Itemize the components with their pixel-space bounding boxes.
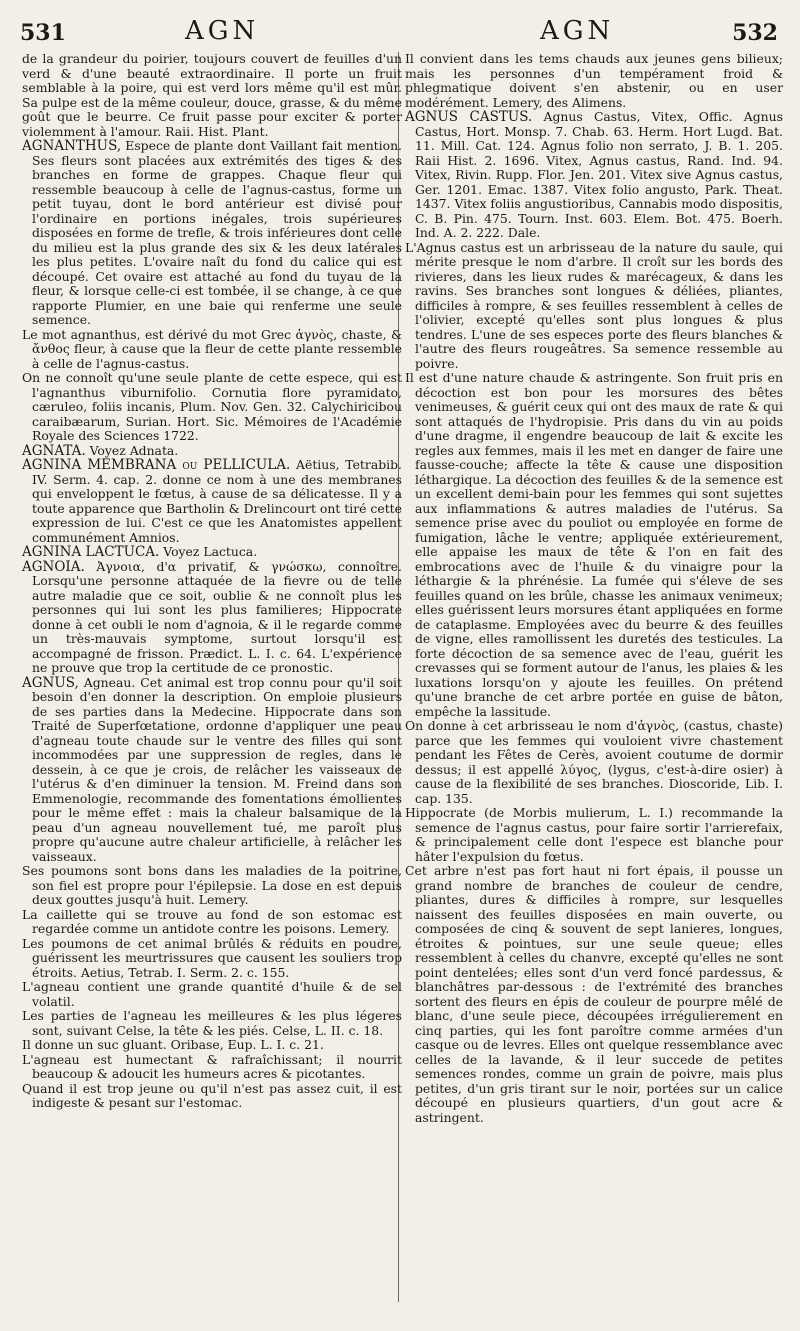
entry-text: Le mot agnanthus, est dérivé du mot Grec ἁγνὸς, chaste, & ἄνθος fleur, à cause que la fleur de cette plante ressemble à celle de l'agnus-castus. xyxy=(22,326,402,371)
dictionary-entry xyxy=(405,241,783,372)
continued-paragraph xyxy=(405,52,783,110)
entry-text: Hippocrate (de Morbis mulierum, L. I.) recommande la semence de l'agnus castus, pour faire sortir l'arrierefaix, & principalement celle dont l'espece est blanche pour hâter l'expulsion du fœtus. xyxy=(405,805,783,864)
continued-paragraph xyxy=(22,52,402,139)
dictionary-entry xyxy=(22,1009,402,1038)
entry-text: Il convient dans les tems chauds aux jeunes gens bilieux; mais les personnes d'un tempérament froid & phlegmatique doivent s'en abstenir, ou en user modérément. Lemery, des Alimens. xyxy=(405,51,783,110)
left-page-number: 531 xyxy=(20,20,66,46)
entry-headword: AGNUS, xyxy=(22,674,79,691)
entry-text: On donne à cet arbrisseau le nom d'ἁγνὸς, (castus, chaste) parce que les femmes qui vouloient vivre chastement pendant les Fêtes de Cerès, avoient coutume de dormir dessus; il est appellé λύγος, (lygus, c'est-à-dire osier) à cause de la flexibilité de ses branches. Dioscoride, Lib. I. cap. 135. xyxy=(405,718,783,806)
dictionary-entry xyxy=(22,328,402,372)
dictionary-entry xyxy=(22,139,402,328)
entry-text: L'agneau contient une grande quantité d'huile & de sel volatil. xyxy=(22,979,402,1009)
right-page-number: 532 xyxy=(732,20,778,46)
entry-text: L'Agnus castus est un arbrisseau de la nature du saule, qui mérite presque le nom d'arbre. Il croît sur les bords des rivieres, dans les lieux rudes & marécageux, & dans les ravins. Ses branches sont longues & déliées, pliantes, difficiles à rompre, & ses feuilles ressemblent à celles de l'olivier, excepté qu'elles sont plus longues & plus tendres. L'une de ses especes porte des fleurs blanches & l'autre des fleurs rougeâtres. Sa semence ressemble au poivre. xyxy=(405,239,783,371)
entry-headword: AGNINA LACTUCA. xyxy=(22,544,160,560)
dictionary-entry xyxy=(22,545,402,560)
entry-text: Agnus Castus, Vitex, Offic. Agnus Castus, Hort. Monsp. 7. Chab. 63. Herm. Hort Lugd. Bat. 11. Mill. Cat. 124. Agnus folio non serrato, J. B. 1. 205. Raii Hist. 2. 1696. Vitex, Agnus castus, Rand. Ind. 94. Vitex, Rivin. Rupp. Flor. Jen. 201. Vitex sive Agnus castus, Ger. 1201. Emac. 1387. Vitex folio angusto, Park. Theat. 1437. Vitex foliis angustioribus, Cannabis modo dispositis, C. B. Pin. 475. Tourn. Inst. 603. Elem. Bot. 475. Boerh. Ind. A. 2. 222. Dale. xyxy=(415,109,783,240)
entry-headword: AGNUS CASTUS. xyxy=(405,109,533,125)
right-column xyxy=(405,52,783,1125)
dictionary-entry xyxy=(405,719,783,806)
entry-text: On ne connoît qu'une seule plante de cette espece, qui est l'agnanthus viburnifolio. Cornutia flore pyramidato, cæruleo, foliis incanis, Plum. Nov. Gen. 32. Calychiricibou caraibæarum, Surian. Hort. Sic. Mémoires de l'Académie Royale des Sciences 1722. xyxy=(22,370,402,443)
dictionary-entry xyxy=(22,864,402,908)
entry-text: Il donne un suc gluant. Oribase, Eup. L. I. c. 21. xyxy=(22,1037,324,1052)
entry-text: Quand il est trop jeune ou qu'il n'est pas assez cuit, il est indigeste & pesant sur l'estomac. xyxy=(22,1080,402,1110)
entry-text: Les parties de l'agneau les meilleures & les plus légeres sont, suivant Celse, la tête & les piés. Celse, L. II. c. 18. xyxy=(22,1008,402,1038)
dictionary-entry xyxy=(22,1082,402,1111)
entry-text: Ἀγνοια, d'α privatif, & γνώσκω, connoître. Lorsqu'une personne attaquée de la fievre ou de telle autre maladie que ce soit, oublie & ne connoît plus les personnes qui lui sont les plus familieres; Hippocrate donne à cet oubli le nom d'agnoia, & il le regarde comme un très-mauvais symptome, surtout lorsqu'il est accompagné de frisson. Prædict. L. I. c. 64. L'expérience ne prouve que trop la certitude de ce pronostic. xyxy=(32,558,402,675)
entry-text: Espece de plante dont Vaillant fait mention. Ses fleurs sont placées aux extrémités des tiges & des branches en forme de grappes. Chaque fleur qui ressemble beaucoup à celle de l'agnus-castus, forme un petit tuyau, dont le bord antérieur est divisé pour l'ordinaire en portions inégales, trois supérieures disposées en forme de trefle, & trois inférieures dont celle du milieu est la plus grande des six & les deux latérales les plus petites. L'ovaire naît du fond du calice qui est découpé. Cet ovaire est attaché au fond du tuyau de la fleur, & lorsque celle-ci est tombée, il se change, à ce que rapporte Plumier, en une baie qui renferme une seule semence. xyxy=(32,138,402,327)
entry-text: Ses poumons sont bons dans les maladies de la poitrine, son fiel est propre pour l'épilepsie. La dose en est depuis deux gouttes jusqu'à huit. Lemery. xyxy=(22,863,402,907)
left-running-head: AGN xyxy=(185,16,260,46)
dictionary-entry xyxy=(405,371,783,719)
dictionary-entry xyxy=(405,864,783,1125)
entry-text: de la grandeur du poirier, toujours couvert de feuilles d'un verd & d'une beauté extraordinaire. Il porte un fruit semblable à la poire, qui est verd lors même qu'il est mûr. Sa pulpe est de la même couleur, douce, grasse, & du même goût que le beurre. Ce fruit passe pour exciter & porter violemment à l'amour. Raii. Hist. Plant. xyxy=(22,51,402,139)
dictionary-entry xyxy=(22,908,402,937)
entry-text: La caillette qui se trouve au fond de son estomac est regardée comme un antidote contre les poisons. Lemery. xyxy=(22,906,402,936)
page-header xyxy=(0,16,800,48)
dictionary-entry xyxy=(22,676,402,865)
dictionary-entry xyxy=(22,937,402,981)
entry-text: Il est d'une nature chaude & astringente. Son fruit pris en décoction est bon pour les morsures des bêtes venimeuses, & guérit ceux qui ont des maux de rate & qui sont attaqués de l'hydropisie. Pris dans du vin au poids d'une dragme, il engendre beaucoup de lait & excite les regles aux femmes, mais il les met en danger de faire une fausse-couche; affecte la tête & cause une disposition léthargique. La décoction des feuilles & de la semence est un excellent demi-bain pour les femmes qui sont sujettes aux inflammations & autres maladies de l'utérus. Sa semence prise avec du pouliot ou employée en forme de fumigation, lâche le ventre; appliquée extérieurement, elle appaise les maux de tête & l'on en fait des embrocations avec de l'huile & du vinaigre pour la léthargie & la phrénésie. La fumée qui s'éleve de ses feuilles quand on les brûle, chasse les animaux venimeux; elles guérissent leurs morsures étant appliquées en forme de cataplasme. Employées avec du beurre & des feuilles de vigne, elles ramollissent les duretés des testicules. La forte décoction de sa semence avec de l'eau, guérit les crevasses qui se forment autour de l'anus, les plaies & les luxations lorsqu'on y ajoute les feuilles. On prétend qu'une branche de cet arbre portée en guise de bâton, empêche la lassitude. xyxy=(405,370,783,719)
dictionary-entry xyxy=(22,444,402,459)
dictionary-entry xyxy=(405,110,783,241)
entry-text: Les poumons de cet animal brûlés & réduits en poudre, guérissent les meurtrissures que causent les souliers trop étroits. Aetius, Tetrab. I. Serm. 2. c. 155. xyxy=(22,935,402,980)
dictionary-entry xyxy=(22,1053,402,1082)
entry-headword: AGNANTHUS, xyxy=(22,138,122,154)
entry-text: Voyez Lactuca. xyxy=(163,544,258,559)
dictionary-entry xyxy=(22,458,402,545)
entry-text: L'agneau est humectant & rafraîchissant; il nourrit beaucoup & adoucit les humeurs acres & picotantes. xyxy=(22,1051,402,1081)
dictionary-entry xyxy=(22,980,402,1009)
entry-text: Voyez Adnata. xyxy=(89,442,179,458)
entry-text: Agneau. Cet animal est trop connu pour qu'il soit besoin d'en donner la description. On emploie plusieurs de ses parties dans la Medecine. Hippocrate dans son Traité de Superfœtatione, ordonne d'appliquer une peau d'agneau toute chaude sur le ventre des filles qui sont incommodées par une suppression de regles, dans le dessein, à ce que je crois, de relâcher les vaisseaux de l'utérus & d'en diminuer la tension. M. Freind dans son Emmenologie, recommande des fomentations émollientes pour le même effet : mais la chaleur balsamique de la peau d'un agneau nouvellement tué, me paroît plus propre qu'aucune autre chaleur artificielle, à relâcher les vaisseaux. xyxy=(32,674,402,864)
entry-headword: AGNINA MEMBRANA ou PELLICULA. xyxy=(22,457,291,473)
dictionary-entry xyxy=(22,560,402,676)
entry-text: Aëtius, Tetrabib. IV. Serm. 4. cap. 2. donne ce nom à une des membranes qui enveloppent le fœtus, à cause de sa délicatesse. Il y a toute apparence que Bartholin & Drelincourt ont tiré cette expression de lui. C'est ce que les Anatomistes appellent communément Amnios. xyxy=(32,457,402,545)
entry-text: Cet arbre n'est pas fort haut ni fort épais, il pousse un grand nombre de branches de couleur de cendre, pliantes, dures & difficiles à rompre, sur lesquelles naissent des feuilles disposées en main ouverte, ou composées de cinq & souvent de sept lanieres, longues, étroites & pointues, sur une seule queue; elles ressemblent à celles du chanvre, excepté qu'elles ne sont point dentelées; elles sont d'un verd foncé pardessus, & blanchâtres par-dessous : de l'extrémité des branches sortent des fleurs en épis de couleur de pourpre mêlé de blanc, d'une seule piece, découpées irrégulierement en cinq parties, qui les font paroître comme armées d'un casque ou de levres. Elles ont quelque ressemblance avec celles de la lavande, & il leur succede de petites semences rondes, comme un grain de poivre, mais plus petites, d'un gris tirant sur le noir, portées sur un calice découpé en plusieurs quartiers, d'un gout acre & astringent. xyxy=(405,863,783,1125)
right-running-head: AGN xyxy=(540,16,615,46)
entry-headword: AGNATA. xyxy=(22,442,86,459)
dictionary-entry xyxy=(22,371,402,444)
entry-headword: AGNOIA. xyxy=(22,558,85,575)
left-column xyxy=(22,52,402,1111)
dictionary-entry xyxy=(22,1038,402,1053)
dictionary-entry xyxy=(405,806,783,864)
